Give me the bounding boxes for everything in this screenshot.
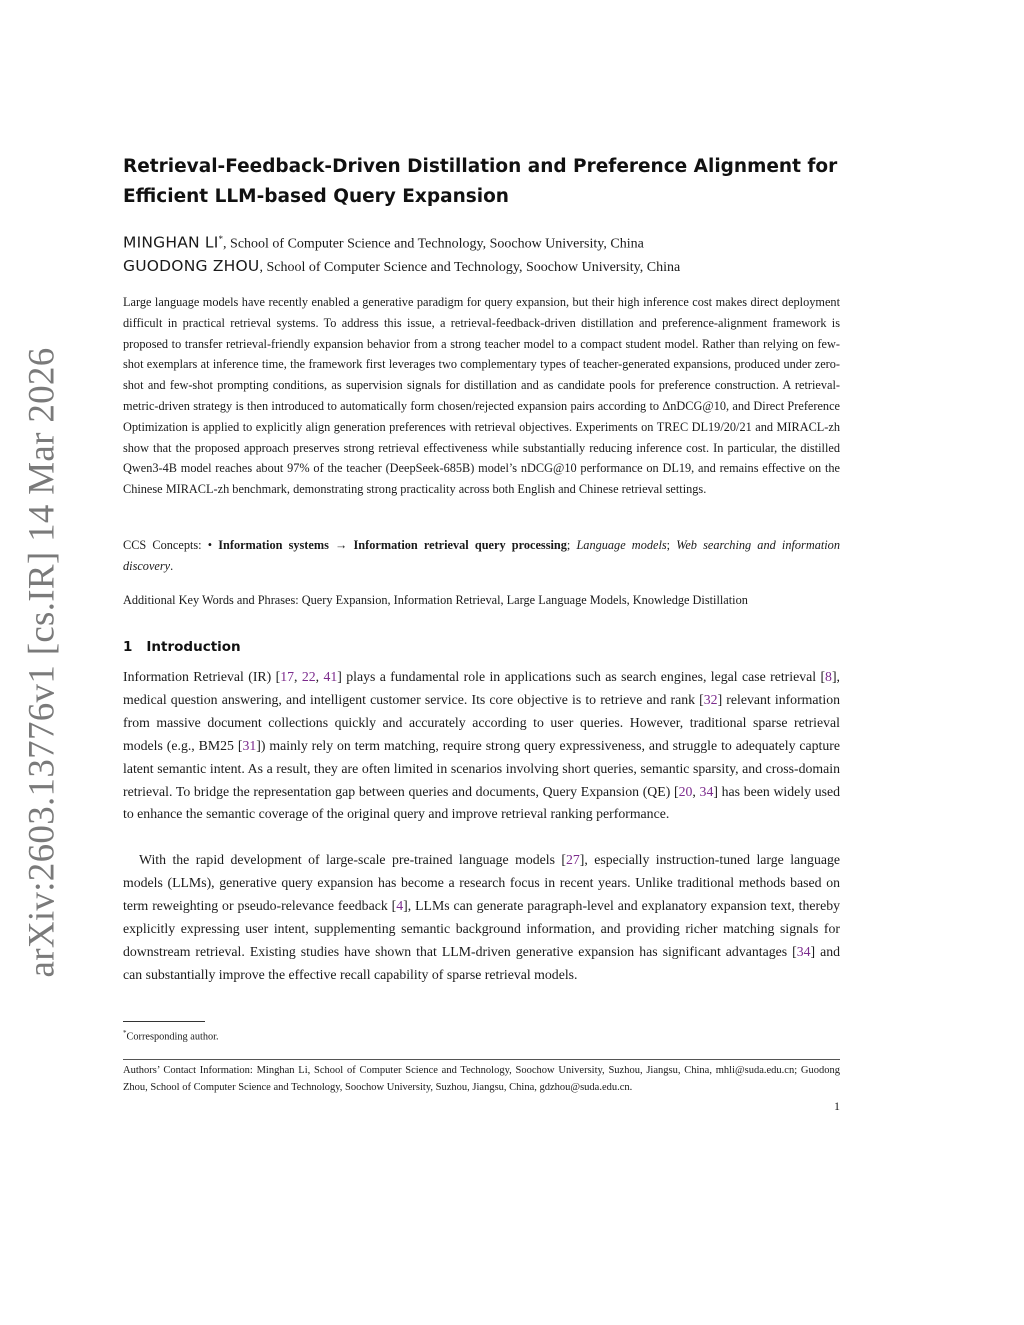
ccs-concepts xyxy=(123,535,840,577)
keywords-label: Additional Key Words and Phrases: xyxy=(123,593,302,607)
text-run: ], medical question answering, and intelligent customer service. Its core objective is to retrieve and rank [ xyxy=(123,669,840,707)
text-run: ] has been widely used to enhance the semantic coverage of the original query and improve retrieval ranking performance. xyxy=(123,783,840,822)
ccs-arrow: → xyxy=(328,538,354,552)
text-run: , xyxy=(692,783,700,799)
page-number: 1 xyxy=(834,1099,840,1113)
citation-link[interactable]: 8 xyxy=(825,669,832,684)
section-title: Introduction xyxy=(146,639,241,655)
ccs-separator: ; xyxy=(566,538,577,552)
keywords xyxy=(123,590,840,611)
text-run: Information Retrieval (IR) [ xyxy=(123,669,281,684)
arxiv-stamp xyxy=(6,346,78,978)
author-affiliation: , School of Computer Science and Technology, Soochow University, China xyxy=(223,236,644,252)
author-line-2 xyxy=(123,256,863,278)
ccs-concept: Information retrieval query processing xyxy=(353,538,567,552)
author-name: GUODONG ZHOU xyxy=(123,257,260,275)
text-run: With the rapid development of large-scale pre-trained language models [ xyxy=(139,852,566,867)
section-number: 1 xyxy=(123,639,133,655)
intro-paragraph-1 xyxy=(123,666,840,826)
ccs-bullet: • xyxy=(207,538,219,552)
text-run: ]) mainly rely on term matching, require strong query expressiveness, and struggle to adequately capture latent semantic intent. As a result, they are often limited in scenarios involving short queries, semantic sparsity, and cross-domain retrieval. To bridge the representation gap between queries and documents, Query Expansion (QE) [ xyxy=(123,737,841,799)
keywords-text: Query Expansion, Information Retrieval, Large Language Models, Knowledge Distillation xyxy=(301,593,748,607)
citation-link[interactable]: 20 xyxy=(678,783,693,799)
abstract: Large language models have recently enabled a generative paradigm for query expansion, but their high inference cost makes direct deployment difficult in practical retrieval systems. To address this issue, a retrieval-feedback-driven distillation and preference-alignment framework is proposed to transfer retrieval-friendly expansion behavior from a strong teacher model to a compact student model. Rather than relying on few-shot exemplars at inference time, the framework first leverages two complementary types of teacher-generated expansions, produced under zero-shot and few-shot prompting conditions, as supervision signals for distillation and as candidate pools for preference construction. A retrieval-metric-driven strategy is then introduced to automatically form chosen/rejected expansion pairs according to ΔnDCG@10, and Direct Preference Optimization is applied to explicitly align generation preferences with retrieval objectives. Experiments on TREC DL19/20/21 and MIRACL-zh show that the proposed approach preserves strong retrieval effectiveness while substantially reducing inference cost. In particular, the distilled Qwen3-4B model reaches about 97% of the teacher (DeepSeek-685B) model’s nDCG@10 performance on DL19, and remains effective on the Chinese MIRACL-zh benchmark, demonstrating strong practicality across both English and Chinese retrieval settings. xyxy=(123,295,840,497)
author-name: MINGHAN LI xyxy=(123,233,219,252)
ccs-concept: Web searching and information discovery xyxy=(123,538,840,573)
text-run: ], LLMs can generate paragraph-level and explanatory expansion text, thereby explicitly expressing user intent, supplementing semantic background information, and providing richer matching signals for downstream retrieval. Existing studies have shown that LLM-driven generative expansion has significant advantages [ xyxy=(123,897,841,959)
citation-link[interactable]: 22 xyxy=(301,669,316,684)
ccs-end: . xyxy=(170,558,174,573)
text-run: ] and can substantially improve the effective recall capability of sparse retrieval models. xyxy=(123,943,840,982)
ccs-concept: Information systems xyxy=(218,538,329,552)
citation-link[interactable]: 31 xyxy=(242,737,257,753)
ccs-label: CCS Concepts: xyxy=(123,538,208,552)
text-run: , xyxy=(315,669,324,684)
ccs-separator: ; xyxy=(666,538,677,552)
contact-rule xyxy=(123,1059,840,1060)
author-contact-info: Authors’ Contact Information: Minghan Li, School of Computer Science and Technology, Soochow University, Suzhou, Jiangsu, China, mhli@suda.edu.cn; Guodong Zhou, School of Computer Science and Technology, Soochow University, Suzhou, Jiangsu, China, gdzhou@suda.edu.cn. xyxy=(123,1065,840,1093)
citation-link[interactable]: 4 xyxy=(396,897,404,913)
arxiv-stamp-text: arXiv:2603.13776v1 [cs.IR] 14 Mar 2026 xyxy=(21,346,63,978)
citation-link[interactable]: 27 xyxy=(565,852,580,867)
author-affiliation: , School of Computer Science and Technology, Soochow University, China xyxy=(259,260,681,275)
ccs-concept: Language models xyxy=(576,538,667,552)
corresponding-mark: * xyxy=(218,234,224,244)
footnote-rule xyxy=(123,1021,205,1022)
paper-title: Retrieval-Feedback-Driven Distillation and Preference Alignment for Efficient LLM-based Query Expansion xyxy=(123,156,838,207)
citation-link[interactable]: 32 xyxy=(703,691,718,707)
text-run: ], especially instruction-tuned large language models (LLMs), generative query expansion has become a research focus in recent years. Unlike traditional methods based on term reweighting or pseudo-relevance feedback [ xyxy=(123,852,841,913)
footnote-text: Corresponding author. xyxy=(126,1031,219,1043)
footnote xyxy=(123,1026,219,1044)
text-run: , xyxy=(294,669,302,684)
citation-link[interactable]: 41 xyxy=(323,669,338,684)
section-heading xyxy=(123,639,241,655)
citation-link[interactable]: 17 xyxy=(280,669,294,684)
footnote-mark: * xyxy=(123,1029,127,1037)
citation-link[interactable]: 34 xyxy=(796,943,811,959)
author-line-1 xyxy=(123,229,863,255)
text-run: ] plays a fundamental role in applications such as search engines, legal case retrieval [ xyxy=(337,669,826,684)
text-run: ] relevant information from massive document collections quickly and accurately according to user queries. However, traditional sparse retrieval models (e.g., BM25 [ xyxy=(123,691,840,753)
intro-paragraph-2 xyxy=(123,849,840,986)
citation-link[interactable]: 34 xyxy=(699,783,714,799)
